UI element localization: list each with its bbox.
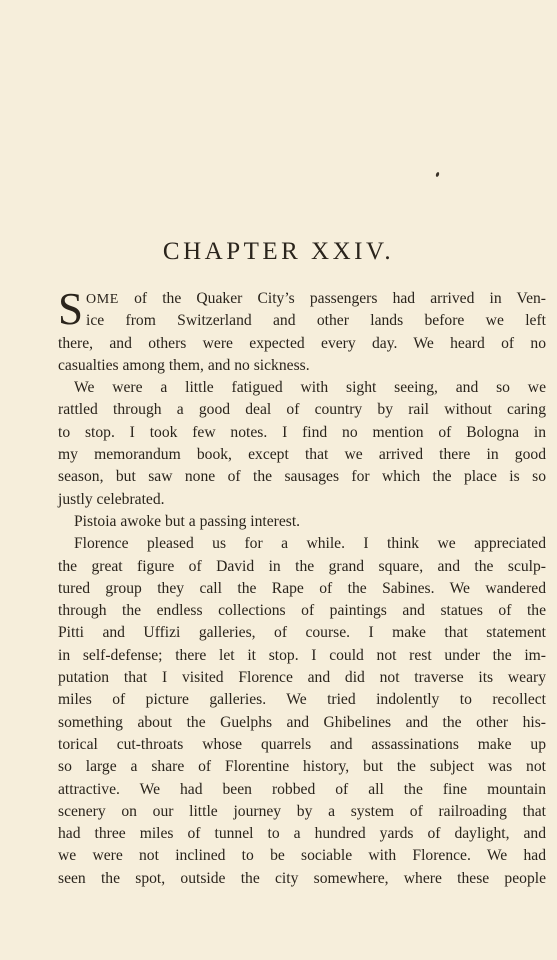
text-line: Pitti and Uffizi galleries, of course. I make that statement xyxy=(58,624,546,642)
text-line: to stop. I took few notes. I find no mention of Bologna in xyxy=(58,423,546,441)
text-line: my memorandum book, except that we arrived there in good xyxy=(58,446,546,464)
text-line: Florence pleased us for a while. I think we appreciated xyxy=(74,535,546,553)
text-line: ice from Switzerland and other lands before we left xyxy=(86,312,546,330)
text-line: torical cut-throats whose quarrels and assassinations make up xyxy=(58,735,546,753)
first-word-small-caps: OME xyxy=(86,292,119,307)
drop-cap: S xyxy=(58,284,84,334)
text-line: season, but saw none of the sausages for which the place is so xyxy=(58,468,546,486)
text-line: justly celebrated. xyxy=(58,490,165,508)
text-line: the great figure of David in the grand square, and the sculp- xyxy=(58,557,546,575)
text-line: in self-defense; there let it stop. I could not rest under the im- xyxy=(58,646,546,664)
text-line: something about the Guelphs and Ghibelines and the other his- xyxy=(58,713,546,731)
text-line: putation that I visited Florence and did not traverse its weary xyxy=(58,669,546,687)
text-line: so large a share of Florentine history, but the subject was not xyxy=(58,758,546,776)
text-line: casualties among them, and no sickness. xyxy=(58,356,310,374)
text-line: we were not inclined to be sociable with Florence. We had xyxy=(58,847,546,865)
text-line-content: of the Quaker City’s passengers had arrived in Ven- xyxy=(118,290,546,307)
text-line: there, and others were expected every day. We heard of no xyxy=(58,334,546,352)
text-line: miles of picture galleries. We tried indolently to recollect xyxy=(58,691,546,709)
text-line: attractive. We had been robbed of all the fine mountain xyxy=(58,780,546,798)
text-line: We were a little fatigued with sight seeing, and so we xyxy=(74,379,546,397)
chapter-title: CHAPTER XXIV. xyxy=(162,238,395,265)
ink-speck xyxy=(435,172,440,178)
text-line: through the endless collections of paintings and statues of the xyxy=(58,602,546,620)
body-text xyxy=(58,284,546,890)
text-line: tured group they call the Rape of the Sabines. We wandered xyxy=(58,579,546,597)
text-line xyxy=(58,288,546,310)
text-line: seen the spot, outside the city somewhere, where these people xyxy=(58,869,546,887)
text-line: Pistoia awoke but a passing interest. xyxy=(74,512,301,530)
text-line: scenery on our little journey by a system of railroading that xyxy=(58,802,546,820)
text-line: rattled through a good deal of country by rail without caring xyxy=(58,401,546,419)
text-line: had three miles of tunnel to a hundred yards of daylight, and xyxy=(58,825,546,843)
